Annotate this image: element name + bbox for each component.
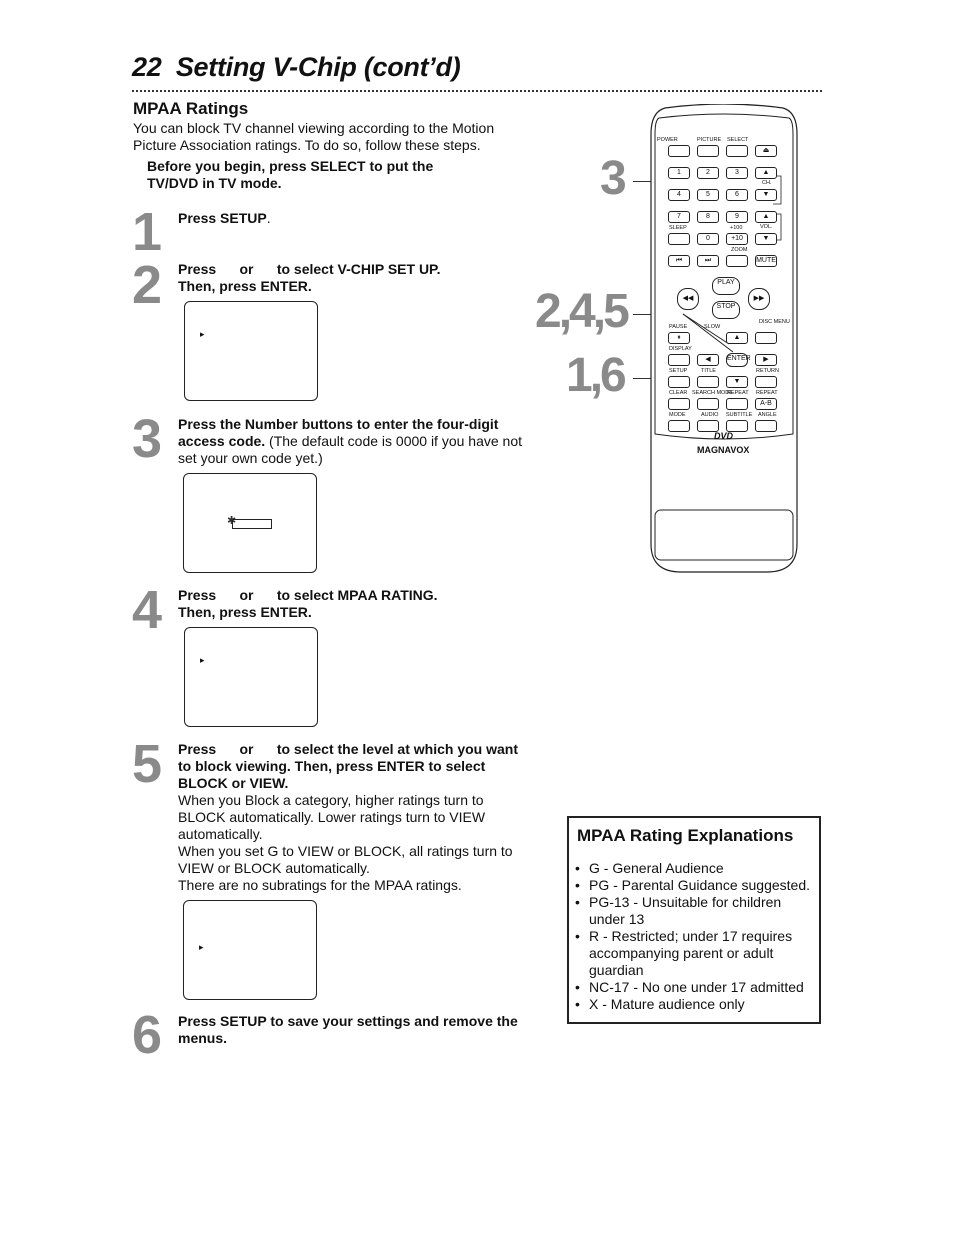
step-1-bold: Press SETUP [178,210,267,226]
up-button[interactable]: ▲ [726,332,748,344]
picture-button[interactable] [697,145,719,157]
step-1-rest: . [266,210,271,226]
plus10-button[interactable]: +10 [726,233,748,245]
menu-cursor: ▸ [199,942,204,952]
digit-2-button[interactable]: 2 [697,167,719,179]
list-item: • NC-17 - No one under 17 admitted [575,979,811,996]
rewind-button[interactable]: ◀◀ [677,288,699,310]
angle-button[interactable] [755,420,777,432]
remote-control [647,104,801,576]
select-button[interactable] [726,145,748,157]
angle-label: ANGLE [758,412,777,418]
tv-screen-4 [183,900,317,1000]
rating-explanations-box [567,816,821,1024]
setup-label: SETUP [669,368,688,374]
return-button[interactable] [755,376,777,388]
vol-up-button[interactable]: ▲ [755,211,777,223]
left-button[interactable]: ◀ [697,354,719,366]
callout-3: 3 [600,152,624,205]
display-button[interactable] [668,354,690,366]
step-number-6: 6 [132,1005,159,1065]
step-4-line2: Then, press ENTER. [178,604,312,620]
tv-screen-3 [184,627,318,727]
zoom-button[interactable] [726,255,748,267]
digit-1-button[interactable]: 1 [668,167,690,179]
step-number-2: 2 [132,255,159,315]
fast-forward-button[interactable]: ▶▶ [748,288,770,310]
search-mode-button[interactable] [697,398,719,410]
intro-text: You can block TV channel viewing according to the Motion Picture Association ratings. To do so, follow these steps. [133,120,495,153]
vol-label: VOL. [760,224,773,230]
brand-logo: MAGNAVOX [697,445,750,455]
step-number-5: 5 [132,734,159,794]
flash-icon: ✱ [227,515,237,527]
audio-label: AUDIO [701,412,719,418]
slow-label: SLOW [704,324,721,330]
repeat-button[interactable] [726,398,748,410]
list-item: • X - Mature audience only [575,996,811,1013]
before-note: Before you begin, press SELECT to put the TV/DVD in TV mode. [147,158,434,191]
repeat-ab-button[interactable]: A-B [755,398,777,410]
ch-label: CH. [762,180,772,186]
callout-1-6: 1,6 [566,349,624,402]
ch-down-button[interactable]: ▼ [755,189,777,201]
dvd-logo: DVD [714,431,734,441]
skip-back-button[interactable]: ⏮ [668,255,690,267]
title-label: TITLE [701,368,716,374]
section-heading: MPAA Ratings [133,99,249,118]
subtitle-label: SUBTITLE [726,412,753,418]
skip-forward-button[interactable]: ⏭ [697,255,719,267]
step-4-line1: Press or to select MPAA RATING. [178,587,438,603]
step-6-text: Press SETUP to save your settings and remove the menus. [178,1013,518,1046]
pause-button[interactable]: ⏸ [668,332,690,344]
pause-label: PAUSE [669,324,688,330]
menu-cursor: ▸ [200,329,205,339]
digit-9-button[interactable]: 9 [726,211,748,223]
repeat-label: REPEAT [727,390,749,396]
step-number-3: 3 [132,409,159,469]
page-title-text: Setting V-Chip (cont’d) [175,52,461,82]
title-button[interactable] [697,376,719,388]
picture-label: PICTURE [697,137,722,143]
down-button[interactable]: ▼ [726,376,748,388]
explanations-heading: MPAA Rating Explanations [577,826,794,845]
zoom-label: ZOOM [731,247,748,253]
display-label: DISPLAY [669,346,692,352]
sleep-button[interactable] [668,233,690,245]
disc-menu-button[interactable] [755,332,777,344]
stop-button[interactable]: STOP [712,301,740,319]
plus100-label: +100 [730,225,743,231]
list-item: • PG - Parental Guidance suggested. [575,877,811,894]
clear-label: CLEAR [669,390,688,396]
step-5-text [178,741,523,894]
mute-button[interactable]: MUTE [755,255,777,267]
page-number: 22 [132,52,162,82]
list-item: • PG-13 - Unsuitable for children under 13 [575,894,811,928]
power-button[interactable] [668,145,690,157]
tv-screen-1 [184,301,318,401]
play-button[interactable]: PLAY [712,277,740,295]
step-3-rest: (The default code is 0000 if you have not set your own code yet.) [178,433,523,466]
digit-5-button[interactable]: 5 [697,189,719,201]
callout-2-4-5: 2,4,5 [535,285,627,338]
vol-down-button[interactable]: ▼ [755,233,777,245]
step-2-line2: Then, press ENTER. [178,278,312,294]
step-3-text [178,416,523,467]
step-5-para-3: There are no subratings for the MPAA ratings. [178,877,462,893]
step-1-text [178,210,271,227]
right-button[interactable]: ▶ [755,354,777,366]
dotted-rule [132,90,822,92]
code-entry-box [232,519,272,529]
eject-button[interactable]: ⏏ [755,145,777,157]
disc-menu-label: DISC MENU [759,319,790,325]
sleep-label: SLEEP [669,225,687,231]
step-2-line1: Press or to select V-CHIP SET UP. [178,261,441,277]
ch-up-button[interactable]: ▲ [755,167,777,179]
setup-button[interactable] [668,376,690,388]
digit-3-button[interactable]: 3 [726,167,748,179]
tv-screen-2 [183,473,317,573]
digit-8-button[interactable]: 8 [697,211,719,223]
return-label: RETURN [756,368,779,374]
digit-4-button[interactable]: 4 [668,189,690,201]
menu-cursor: ▸ [200,655,205,665]
power-label: POWER [657,137,678,143]
digit-7-button[interactable]: 7 [668,211,690,223]
repeat-ab-label: REPEAT [756,390,778,396]
step-number-1: 1 [132,202,159,262]
list-item: • G - General Audience [575,860,811,877]
step-5-para-1: When you Block a category, higher ratings turn to BLOCK automatically. Lower ratings turn to VIEW automatically. [178,792,486,842]
mode-label: MODE [669,412,686,418]
step-5-para-2: When you set G to VIEW or BLOCK, all ratings turn to VIEW or BLOCK automatically. [178,843,513,876]
clear-button[interactable] [668,398,690,410]
explanations-list [575,860,811,1013]
search-mode-label: SEARCH MODE [692,390,733,396]
list-item: • R - Restricted; under 17 requires accompanying parent or adult guardian [575,928,811,979]
step-5-bold: Press or to select the level at which you want to block viewing. Then, press ENTER to select BLOCK or VIEW. [178,741,522,791]
select-label: SELECT [727,137,749,143]
page-title [132,52,460,83]
digit-6-button[interactable]: 6 [726,189,748,201]
digit-0-button[interactable]: 0 [697,233,719,245]
step-number-4: 4 [132,580,159,640]
step-3-bold: Press the Number buttons to enter the four-digit access code. [178,416,499,449]
mode-button[interactable] [668,420,690,432]
enter-button[interactable]: ENTER [726,353,748,367]
